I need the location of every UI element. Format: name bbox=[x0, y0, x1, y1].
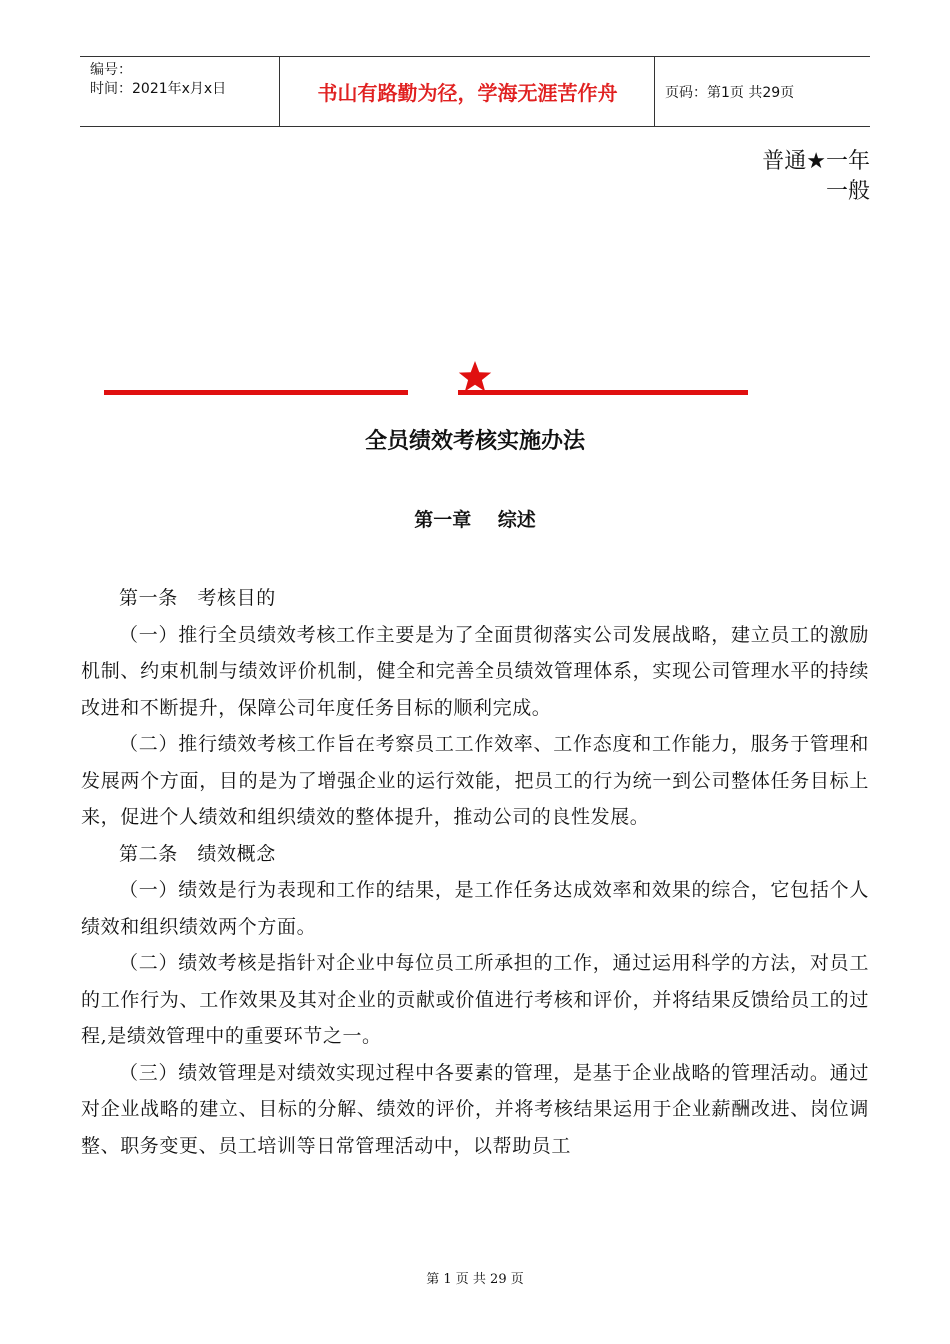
header-meta-cell bbox=[80, 57, 280, 126]
classification-block bbox=[762, 147, 870, 207]
red-divider-right bbox=[458, 390, 748, 395]
paragraph: （二）绩效考核是指针对企业中每位员工所承担的工作，通过运用科学的方法，对员工的工作行为、工作效果及其对企业的贡献或价值进行考核和评价，并将结果反馈给员工的过程,是绩效管理中的重要环节之一。 bbox=[81, 952, 869, 1047]
document-body bbox=[81, 580, 869, 1164]
number-label: 编号： bbox=[90, 62, 132, 78]
paragraph: （一）推行全员绩效考核工作主要是为了全面贯彻落实公司发展战略，建立员工的激励机制、约束机制与绩效评价机制，健全和完善全员绩效管理体系，实现公司管理水平的持续改进和不断提升，保障公司年度任务目标的顺利完成。 bbox=[81, 623, 869, 719]
motto: 书山有路勤为径，学海无涯苦作舟 bbox=[281, 57, 655, 126]
red-divider-left bbox=[104, 390, 408, 395]
classification-line-1: 普通★一年 bbox=[762, 149, 870, 174]
paragraph: （一）绩效是行为表现和工作的结果，是工作任务达成效率和效果的综合，它包括个人绩效和组织绩效两个方面。 bbox=[81, 879, 869, 938]
time-label: 时间：2021年x月x日 bbox=[90, 81, 227, 97]
classification-line-2: 一般 bbox=[825, 179, 870, 204]
article-heading: 第二条 绩效概念 bbox=[119, 842, 276, 865]
document-title: 全员绩效考核实施办法 bbox=[364, 428, 585, 454]
page-footer: 第 1 页 共 29 页 bbox=[426, 1272, 524, 1287]
paragraph: （二）推行绩效考核工作旨在考察员工工作效率、工作态度和工作能力，服务于管理和发展两个方面，目的是为了增强企业的运行效能，把员工的行为统一到公司整体任务目标上来，促进个人绩效和组织绩效的整体提升，推动公司的良性发展。 bbox=[81, 733, 869, 828]
chapter-heading: 第一章 综述 bbox=[414, 509, 536, 531]
article-heading: 第一条 考核目的 bbox=[119, 587, 276, 609]
paragraph: （三）绩效管理是对绩效实现过程中各要素的管理，是基于企业战略的管理活动。通过对企业战略的建立、目标的分解、绩效的评价，并将考核结果运用于企业薪酬改进、岗位调整、职务变更、员工培训等日常管理活动中，以帮助员工 bbox=[81, 1061, 869, 1157]
page-info: 页码：第1页 共29页 bbox=[665, 84, 795, 101]
header-table bbox=[80, 56, 870, 127]
